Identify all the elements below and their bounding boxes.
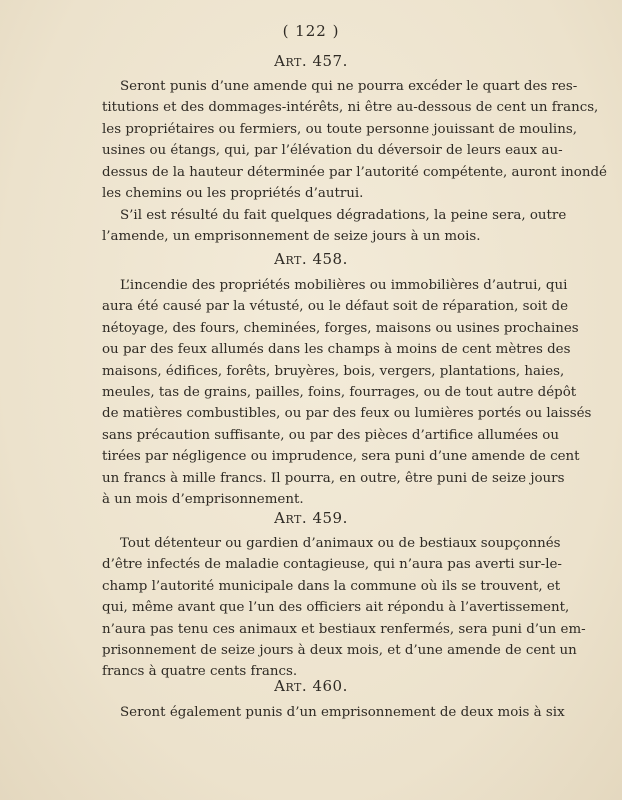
article-heading (0, 52, 622, 70)
text-line: tirées par négligence ou imprudence, sera puni d’une amende de cent (102, 449, 580, 465)
text-line: de matières combustibles, ou par des feux ou lumières portés ou laissés (102, 406, 592, 422)
text-line: usines ou étangs, qui, par l’élévation du déversoir de leurs eaux au- (102, 143, 563, 159)
text-line: Seront punis d’une amende qui ne pourra excéder le quart des res- (120, 79, 578, 94)
text-line: dessus de la hauteur déterminée par l’autorité compétente, auront inondé (102, 164, 607, 180)
article-number: 459. (307, 509, 348, 527)
article-paragraph (102, 205, 567, 248)
article-number: 460. (307, 677, 348, 695)
page-number: ( 122 ) (282, 22, 340, 40)
text-line: un francs à mille francs. Il pourra, en outre, être puni de seize jours (102, 470, 565, 486)
article-paragraph (102, 533, 586, 683)
text-line: nétoyage, des fours, cheminées, forges, maisons ou usines prochaines (102, 320, 579, 336)
article-paragraph (102, 76, 607, 204)
article-number: 457. (307, 52, 348, 70)
article-prefix: Art. (274, 250, 308, 268)
article-heading (0, 250, 622, 268)
text-line: qui, même avant que l’un des officiers ait répondu à l’avertissement, (102, 600, 570, 616)
article-prefix: Art. (274, 509, 308, 527)
text-line: Seront également punis d’un emprisonnement de deux mois à six (120, 705, 565, 720)
text-line: l’amende, un emprisonnement de seize jours à un mois. (102, 229, 481, 245)
text-line: S’il est résulté du fait quelques dégradations, la peine sera, outre (120, 208, 567, 223)
article-paragraph (102, 275, 592, 510)
article-heading (0, 509, 622, 527)
text-line: francs à quatre cents francs. (102, 664, 298, 680)
text-line: ou par des feux allumés dans les champs à moins de cent mètres des (102, 342, 571, 358)
text-line: à un mois d’emprisonnement. (102, 492, 304, 508)
article-prefix: Art. (274, 677, 308, 695)
text-line: n’aura pas tenu ces animaux et bestiaux renfermés, sera puni d’un em- (102, 621, 586, 637)
text-line: L’incendie des propriétés mobilières ou immobilières d’autrui, qui (120, 278, 568, 293)
article-prefix: Art. (274, 52, 308, 70)
text-line: aura été causé par la vétusté, ou le défaut soit de réparation, soit de (102, 299, 569, 315)
article-heading (0, 677, 622, 695)
text-line: champ l’autorité municipale dans la commune où ils se trouvent, et (102, 578, 561, 594)
text-line: meules, tas de grains, pailles, foins, fourrages, ou de tout autre dépôt (102, 385, 577, 401)
article-paragraph (102, 702, 565, 723)
text-line: Tout détenteur ou gardien d’animaux ou de bestiaux soupçonnés (120, 536, 561, 551)
text-line: titutions et des dommages-intérêts, ni être au-dessous de cent un francs, (102, 100, 599, 116)
text-line: d’être infectés de maladie contagieuse, qui n’aura pas averti sur-le- (102, 557, 562, 573)
text-line: prisonnement de seize jours à deux mois, et d’une amende de cent un (102, 643, 577, 659)
text-line: maisons, édifices, forêts, bruyères, bois, vergers, plantations, haies, (102, 363, 565, 379)
text-line: sans précaution suffisante, ou par des pièces d’artifice allumées ou (102, 427, 559, 443)
text-line: les propriétaires ou fermiers, ou toute personne jouissant de moulins, (102, 121, 577, 137)
text-line: les chemins ou les propriétés d’autrui. (102, 186, 364, 202)
article-number: 458. (307, 250, 348, 268)
